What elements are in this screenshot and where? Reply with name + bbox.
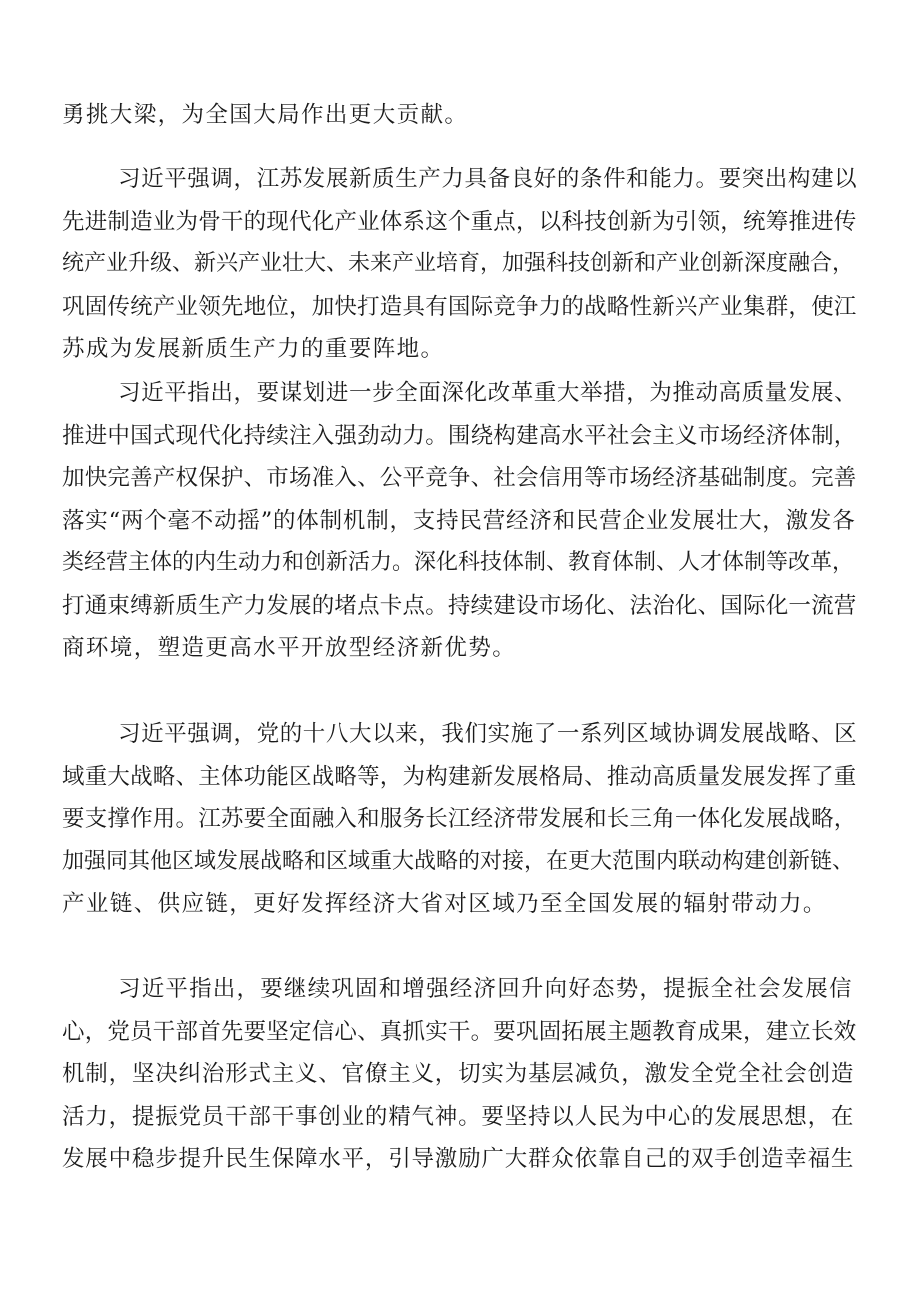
paragraph-regional-strategy [62,713,858,926]
text-line: 商环境，塑造更高水平开放型经济新优势。 [62,635,517,661]
paragraph-deepening-reform [62,372,858,670]
text-line: 机制，坚决纠治形式主义、官僚主义，切实为基层减负，激发全党全社会创造 [62,1061,855,1087]
text-line: 域重大战略、主体功能区战略等，为构建新发展格局、推动高质量发展发挥了重 [62,763,857,790]
text-line: 产业链、供应链，更好发挥经济大省对区域乃至全国发展的辐射带动力。 [62,891,827,917]
text-line: 活力，提振党员干部干事创业的精气神。要坚持以人民为中心的发展思想，在 [62,1103,855,1130]
text-line: 类经营主体的内生动力和创新活力。深化科技体制、教育体制、人才体制等改革， [62,550,855,575]
text-line: 苏成为发展新质生产力的重要阵地。 [62,336,445,362]
text-line: 习近平强调，江苏发展新质生产力具备良好的条件和能力。要突出构建以 [118,166,858,192]
text-line: 巩固传统产业领先地位，加快打造具有国际竞争力的战略性新兴产业集群，使江 [62,293,857,320]
text-line: 要支撑作用。江苏要全面融入和服务长江经济带发展和长三角一体化发展战略， [62,806,857,832]
text-line: 习近平强调，党的十八大以来，我们实施了一系列区域协调发展战略、区 [118,721,858,747]
text-line: 加快完善产权保护、市场准入、公平竞争、社会信用等市场经济基础制度。完善 [62,465,857,491]
text-line: 统产业升级、新兴产业壮大、未来产业培育，加强科技创新和产业创新深度融合， [62,251,855,276]
text-line: 勇挑大梁，为全国大局作出更大贡献。 [62,102,469,128]
paragraph-continuation [62,94,858,137]
text-line: 习近平指出，要谋划进一步全面深化改革重大举措，为推动高质量发展、 [118,380,858,406]
text-line: 打通束缚新质生产力发展的堵点卡点。持续建设市场化、法治化、国际化一流营 [62,592,857,619]
text-line: 发展中稳步提升民生保障水平，引导激励广大群众依靠自己的双手创造幸福生 [62,1146,855,1172]
text-line: 加强同其他区域发展战略和区域重大战略的对接，在更大范围内联动构建创新链、 [62,848,855,874]
text-line: 心，党员干部首先要坚定信心、真抓实干。要巩固拓展主题教育成果，建立长效 [62,1018,857,1045]
text-line: 先进制造业为骨干的现代化产业体系这个重点，以科技创新为引领，统筹推进传 [62,208,857,235]
text-line: 习近平指出，要继续巩固和增强经济回升向好态势，提振全社会发展信 [118,976,853,1002]
paragraph-economic-recovery [62,968,858,1181]
text-line: 落实“两个毫不动摇”的体制机制，支持民营经济和民营企业发展壮大，激发各 [62,507,856,534]
paragraph-new-productive-forces [62,158,858,371]
text-line: 推进中国式现代化持续注入强劲动力。围绕构建高水平社会主义市场经济体制， [62,422,857,449]
